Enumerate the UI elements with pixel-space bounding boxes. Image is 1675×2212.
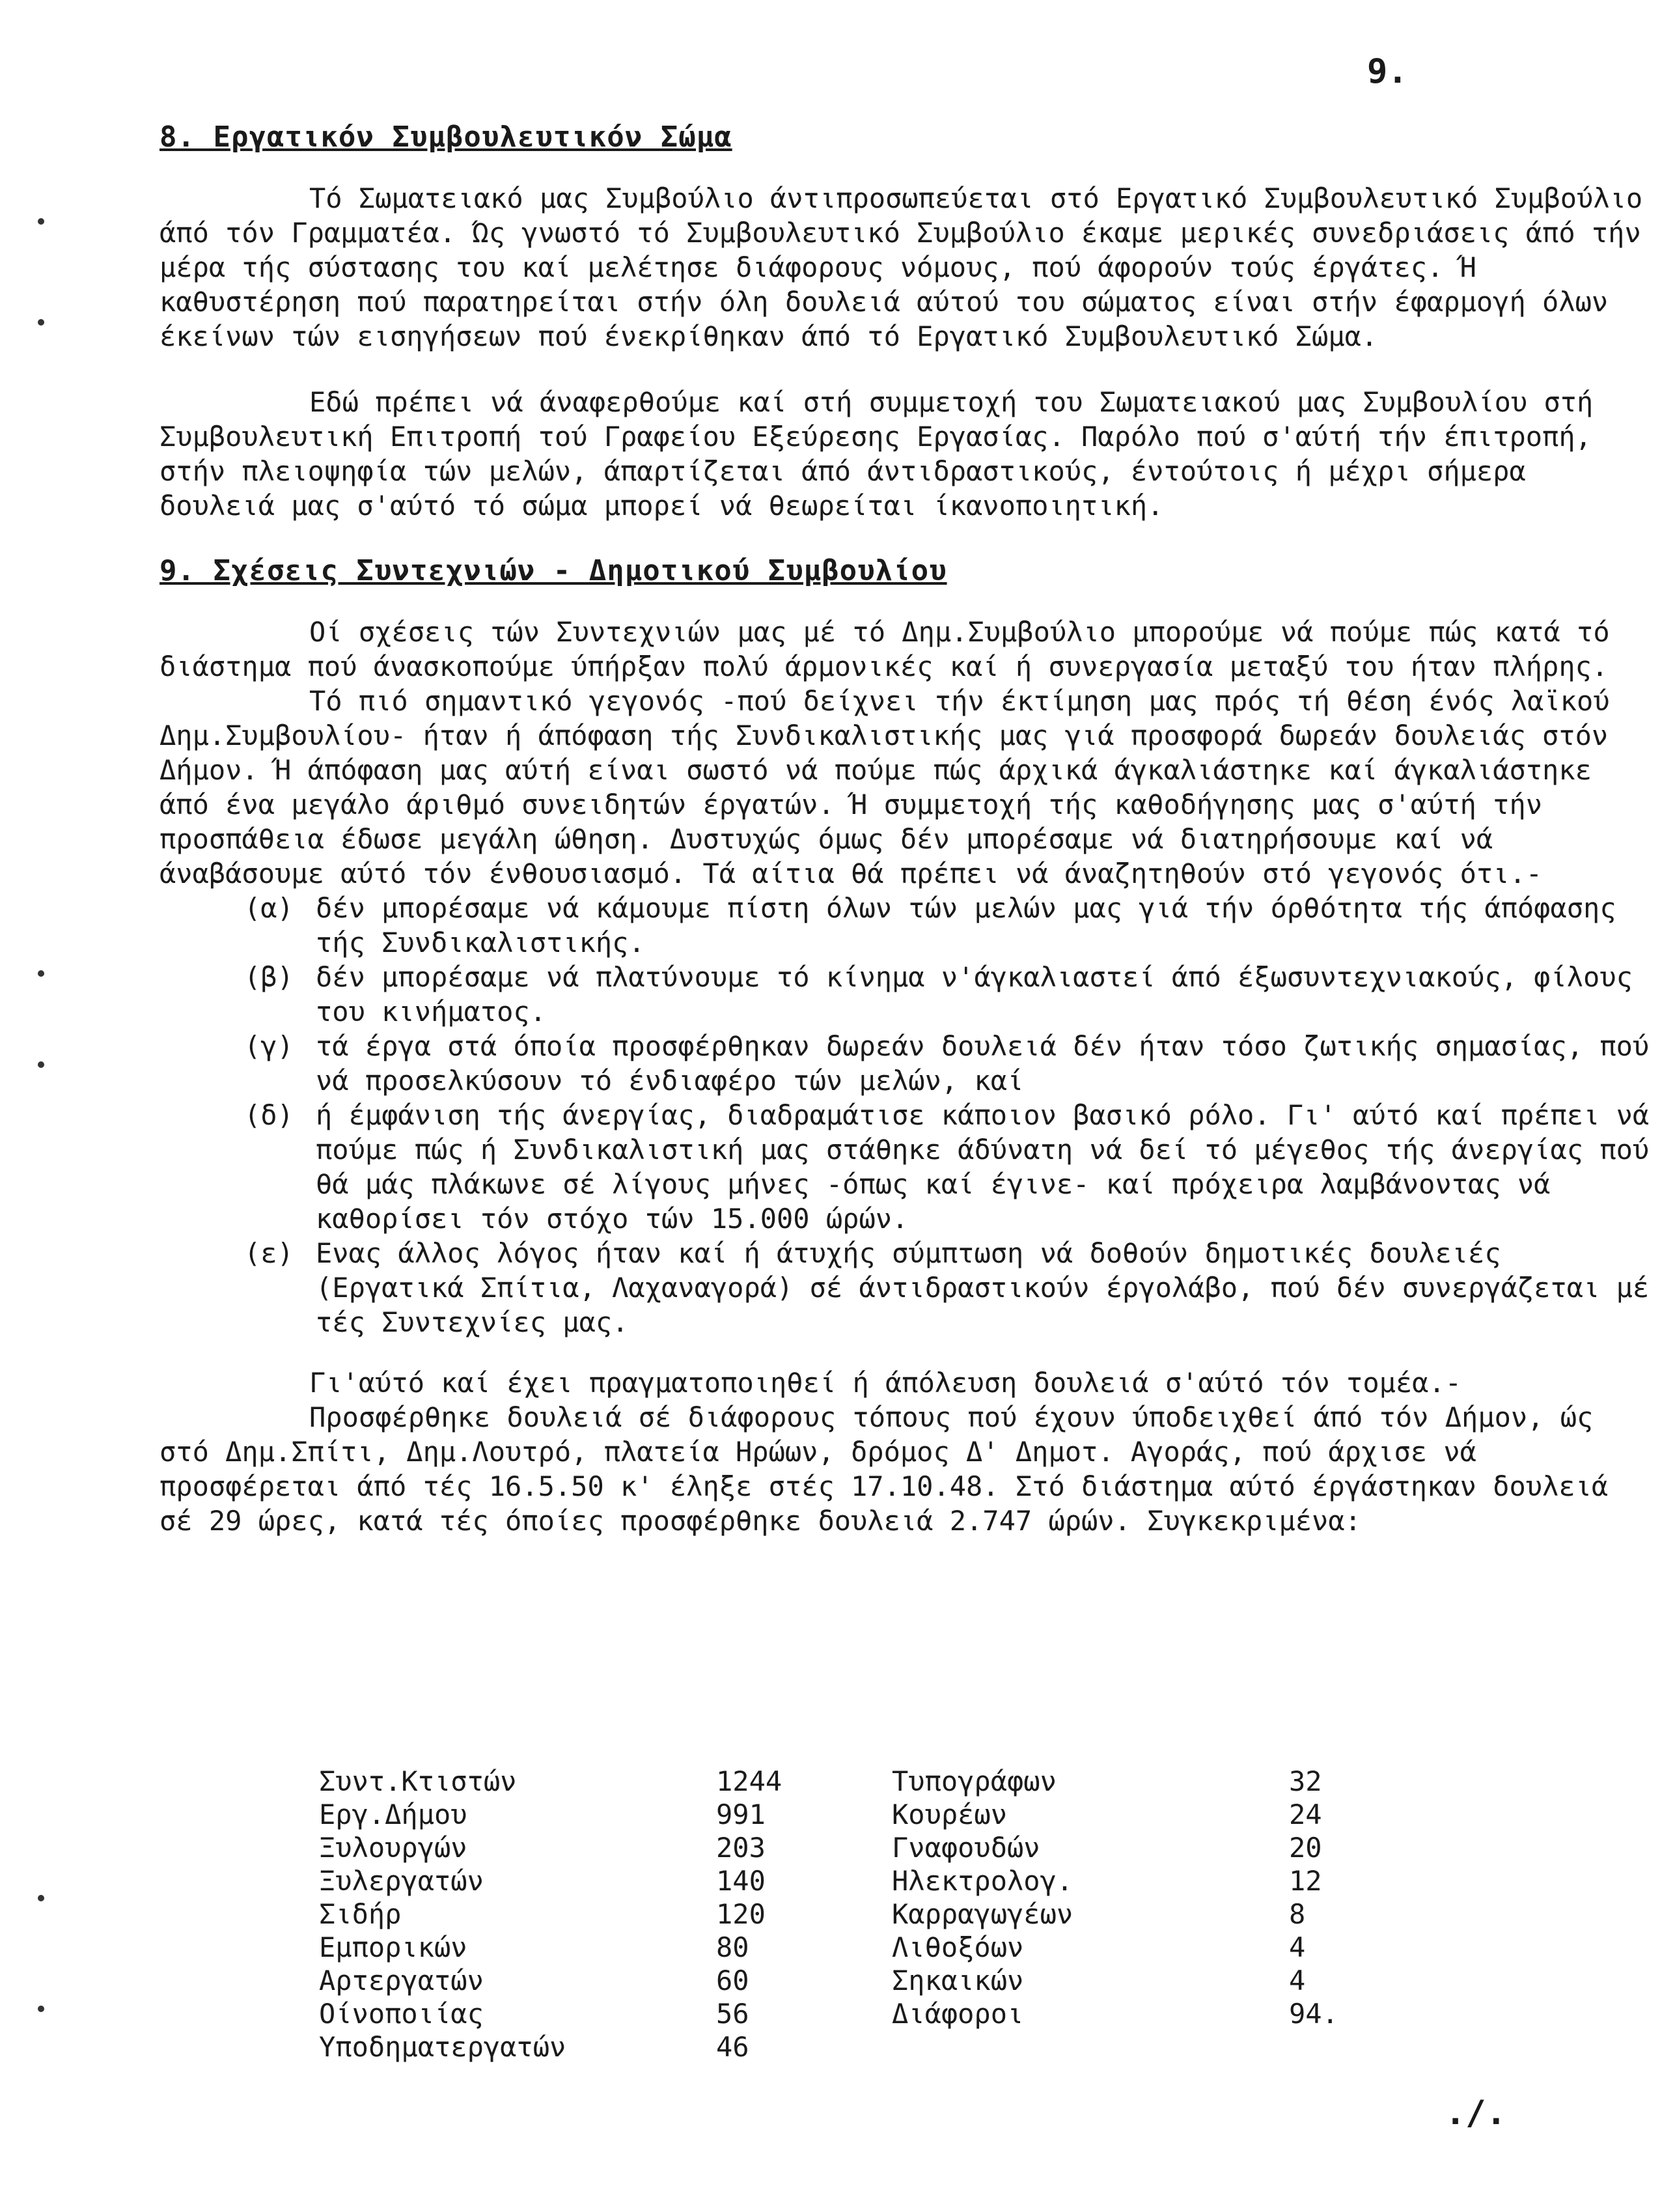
continuation-mark: ./. [1445,2093,1506,2133]
paragraph: Προσφέρθηκε δουλειά σέ διάφορους τόπους πού έχουν ύποδειχθεί άπό τόν Δήμον, ώς στό Δημ.Σπίτι, Δημ.Λουτρό, πλατεία Ηρώων, δρόμος Δ' Δημοτ. Αγοράς, πού άρχισε νά προσφέρεται άπό τές 16.5.50 κ' έληξε στές 17.10.48. Στό διάστημα αύτό έργάστηκαν δουλειά σέ 29 ώρες, κατά τές όποίες προσφέρθηκε δουλειά 2.747 ώρών. Συγκεκριμένα: [159,1401,1625,1537]
section-heading: 8. Εργατικόν Συμβουλευτικόν Σώμα [159,120,732,154]
list-item [244,1236,1657,1339]
section-heading: 9. Σχέσεις Συντεχνιών - Δημοτικού Συμβουλίου [159,554,947,587]
margin-dot [38,970,44,977]
hours-value: 60 [716,1965,749,1996]
margin-dot [38,2006,44,2012]
hours-row [892,1864,1393,1897]
union-name: Ξυλεργατών [319,1865,484,1897]
list-item [244,960,1657,1029]
section-8 [159,120,1657,523]
paragraph: Τό πιό σημαντικό γεγονός -πού δείχνει τήν έκτίμηση μας πρός τή θέση ένός λαϊκού Δημ.Συμβουλίου- ήταν ή άπόφαση τής Συνδικαλιστικής μας γιά προσφορά δωρεάν δουλειάς στόν Δήμον. Ή άπόφαση μας αύτή είναι σωστό νά πούμε πώς άρχικά άγκαλιάστηκε καί άγκαλιάστηκε άπό ένα μεγάλο άριθμό συνειδητών έργατών. Ή συμμετοχή τής καθοδήγησης μας σ'αύτή τήν προσπάθεια έδωσε μεγάλη ώθηση. Δυστυχώς όμως δέν μπορέσαμε νά διατηρήσουμε καί νά άναβάσουμε αύτό τόν ένθουσιασμό. Τά αίτια θά πρέπει νά άναζητηθούν στό γεγονός ότι.- [159,685,1626,889]
union-name: Αρτεργατών [319,1965,484,1996]
hours-value: 80 [716,1931,749,1963]
hours-row [319,1798,820,1831]
hours-row [892,1897,1393,1931]
hours-row [319,1964,820,1997]
union-name: Γναφουδών [892,1832,1040,1864]
union-name: Καρραγωγέων [892,1898,1073,1930]
list-label: (β) [244,961,294,993]
list-text: Ενας άλλος λόγος ήταν καί ή άτυχής σύμπτωση νά δοθούν δημοτικές δουλειές (Εργατικά Σπίτια, Λαχαναγορά) σέ άντιδραστικούν έργολάβο, πού δέν συνεργάζεται μέ τές Συντεχνίες μας. [316,1237,1650,1338]
list-text: ή έμφάνιση τής άνεργίας, διαδραμάτισε κάποιον βασικό ρόλο. Γι' αύτό καί πρέπει νά πούμε πώς ή Συνδικαλιστική μας στάθηκε άδύνατη νά δεί τό μέγεθος τής άνεργίας πού θά μάς πλάκωνε σέ λίγους μήνες -όπως καί έγινε- καί πρόχειρα λαμβάνοντας νά καθορίσει τόν στόχο τών 15.000 ώρών. [316,1099,1650,1235]
margin-dot [38,1061,44,1068]
hours-row [319,1765,820,1798]
reasons-list [244,891,1657,1339]
union-name: Λιθοξόων [892,1931,1024,1963]
union-name: Σιδήρ [319,1898,402,1930]
hours-row [892,1964,1393,1997]
hours-value: 203 [716,1832,766,1864]
paragraph: Τό Σωματειακό μας Συμβούλιο άντιπροσωπεύεται στό Εργατικό Συμβουλευτικό Συμβούλιο άπό τόν Γραμματέα. Ώς γνωστό τό Συμβουλευτικό Συμβούλιο έκαμε μερικές συνεδριάσεις άπό τήν μέρα τής σύστασης του καί μελέτησε διάφορους νόμους, πού άφορούν τούς έργάτες. Ή καθυστέρηση πού παρατηρείται στήν όλη δουλειά αύτού του σώματος είναι στήν έφαρμογή όλων έκείνων τών εισηγήσεων πού ένεκρίθηκαν άπό τό Εργατικό Συμβουλευτικό Σώμα. [159,182,1659,352]
union-name: Σηκαικών [892,1965,1024,1996]
union-name: Υποδηματεργατών [319,2031,566,2063]
hours-row [892,1997,1393,2030]
list-text: δέν μπορέσαμε νά κάμουμε πίστη όλων τών μελών μας γιά τήν όρθότητα τής άπόφασης τής Συνδικαλιστικής. [316,892,1616,959]
hours-row [319,1931,820,1964]
list-item [244,891,1657,960]
page-number: 9. [1367,52,1408,91]
hours-row [319,2030,820,2064]
hours-row [319,1897,820,1931]
paragraph: Γι'αύτό καί έχει πραγματοποιηθεί ή άπόλευση δουλειά σ'αύτό τόν τομέα.- [309,1367,1462,1399]
paragraph: Οί σχέσεις τών Συντεχνιών μας μέ τό Δημ.Συμβούλιο μπορούμε νά πούμε πώς κατά τό διάστημα πού άνασκοπούμε ύπήρξαν πολύ άρμονικές καί ή συνεργασία μεταξύ του ήταν πλήρης. [159,616,1626,682]
hours-value: 4 [1289,1965,1306,1996]
hours-value: 1244 [716,1765,782,1797]
list-item [244,1098,1657,1236]
hours-value: 94. [1289,1998,1338,2030]
hours-value: 32 [1289,1765,1322,1797]
union-name: Συντ.Κτιστών [319,1765,517,1797]
hours-row [319,1864,820,1897]
union-name: Κουρέων [892,1799,1008,1830]
hours-column-right [892,1765,1393,2064]
hours-value: 991 [716,1799,766,1830]
union-name: Διάφοροι [892,1998,1024,2030]
hours-row [892,1931,1393,1964]
hours-value: 56 [716,1998,749,2030]
union-name: Ξυλουργών [319,1832,467,1864]
hours-value: 4 [1289,1931,1306,1963]
hours-row [892,1765,1393,1798]
hours-table [319,1765,1393,2064]
hours-value: 24 [1289,1799,1322,1830]
list-item [244,1029,1657,1098]
paragraph: Εδώ πρέπει νά άναφερθούμε καί στή συμμετοχή του Σωματειακού μας Συμβουλίου στή Συμβουλευτική Επιτροπή τού Γραφείου Εξεύρεσης Εργασίας. Παρόλο πού σ'αύτή τήν έπιτροπή, στήν πλειοψηφία τών μελών, άπαρτίζεται άπό άντιδραστικούς, έντούτοις ή μέχρι σήμερα δουλειά μας σ'αύτό τό σώμα μπορεί νά θεωρείται ίκανοποιητική. [159,386,1610,522]
hours-value: 20 [1289,1832,1322,1864]
union-name: Τυπογράφων [892,1765,1057,1797]
hours-row [319,1831,820,1864]
list-text: δέν μπορέσαμε νά πλατύνουμε τό κίνημα ν'άγκαλιαστεί άπό έξωσυντεχνιακούς, φίλους του κινήματος. [316,961,1633,1028]
margin-dot [38,218,44,225]
document-body [159,120,1657,1569]
hours-value: 8 [1289,1898,1306,1930]
hours-row [892,1831,1393,1864]
list-label: (α) [244,892,294,924]
margin-dot [38,319,44,326]
hours-row [892,1798,1393,1831]
section-9 [159,554,1657,1538]
hours-column-left [319,1765,820,2064]
list-label: (ε) [244,1237,294,1269]
hours-value: 46 [716,2031,749,2063]
hours-value: 120 [716,1898,766,1930]
hours-value: 12 [1289,1865,1322,1897]
list-label: (δ) [244,1099,294,1131]
list-label: (γ) [244,1030,294,1062]
union-name: Εμπορικών [319,1931,467,1963]
hours-value: 140 [716,1865,766,1897]
union-name: Ηλεκτρολογ. [892,1865,1073,1897]
union-name: Οίνοποιίας [319,1998,484,2030]
margin-dot [38,1895,44,1901]
union-name: Εργ.Δήμου [319,1799,467,1830]
hours-row [319,1997,820,2030]
list-text: τά έργα στά όποία προσφέρθηκαν δωρεάν δουλειά δέν ήταν τόσο ζωτικής σημασίας, πού νά προσελκύσουν τό ένδιαφέρο τών μελών, καί [316,1030,1650,1097]
